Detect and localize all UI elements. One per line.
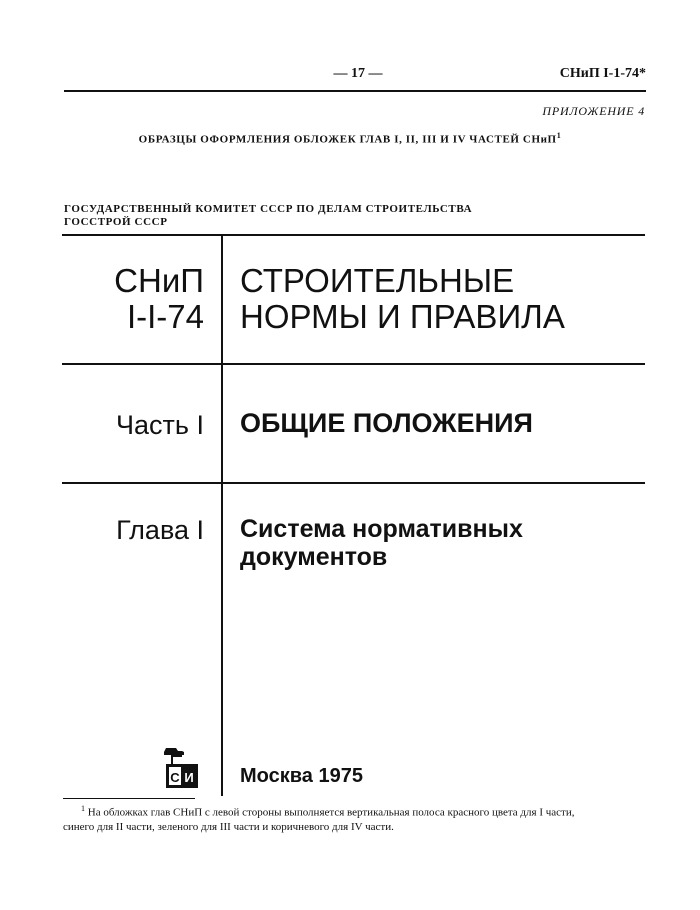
committee-line-2: ГОССТРОЙ СССР xyxy=(64,216,168,228)
cover-rule-2 xyxy=(62,482,645,484)
snip-code-line-2: I-I-74 xyxy=(126,298,204,335)
cover-title-line-2: НОРМЫ И ПРАВИЛА xyxy=(240,298,565,335)
document-code: СНиП I-1-74* xyxy=(559,66,646,81)
stroyizdat-logo-icon xyxy=(160,746,204,790)
footnote-mark: 1 xyxy=(81,804,85,813)
logo-letter-s: С xyxy=(170,770,180,785)
caption-footnote-mark: 1 xyxy=(556,131,562,140)
logo-letter-i: И xyxy=(184,770,194,785)
chapter-title xyxy=(240,515,523,571)
caption-text: ОБРАЗЦЫ ОФОРМЛЕНИЯ ОБЛОЖЕК ГЛАВ I, II, III И IV ЧАСТЕЙ СНиП xyxy=(138,133,557,146)
cover-title xyxy=(240,263,565,335)
page-number: — 17 — xyxy=(333,66,383,81)
part-title: ОБЩИЕ ПОЛОЖЕНИЯ xyxy=(240,408,533,438)
cover-vertical-rule xyxy=(221,236,223,796)
cover-rule-1 xyxy=(62,363,645,365)
committee-block xyxy=(64,203,472,229)
figure-caption xyxy=(0,131,700,146)
snip-code-line-1: СНиП xyxy=(114,262,204,299)
footnote-line-2: синего для II части, зеленого для III части и коричневого для IV части. xyxy=(63,820,394,833)
header-rule xyxy=(64,90,646,92)
chapter-title-line-2: документов xyxy=(240,543,388,571)
cover-title-line-1: СТРОИТЕЛЬНЫЕ xyxy=(240,262,515,299)
footnote-text-1: На обложках глав СНиП с левой стороны выполняется вертикальная полоса красного цвета для I части, xyxy=(87,806,575,819)
snip-code-label xyxy=(114,263,204,335)
footnote-rule xyxy=(63,798,195,799)
chapter-title-line-1: Система нормативных xyxy=(240,515,523,543)
cover-top-rule xyxy=(62,234,645,236)
publication-place-year: Москва 1975 xyxy=(240,765,363,787)
footnote xyxy=(63,802,653,834)
chapter-label: Глава I xyxy=(116,515,204,545)
committee-line-1: ГОСУДАРСТВЕННЫЙ КОМИТЕТ СССР ПО ДЕЛАМ СТРОИТЕЛЬСТВА xyxy=(64,203,473,215)
part-label: Часть I xyxy=(116,410,204,440)
appendix-label: ПРИЛОЖЕНИЕ 4 xyxy=(542,104,645,118)
footnote-line-1 xyxy=(63,802,653,820)
